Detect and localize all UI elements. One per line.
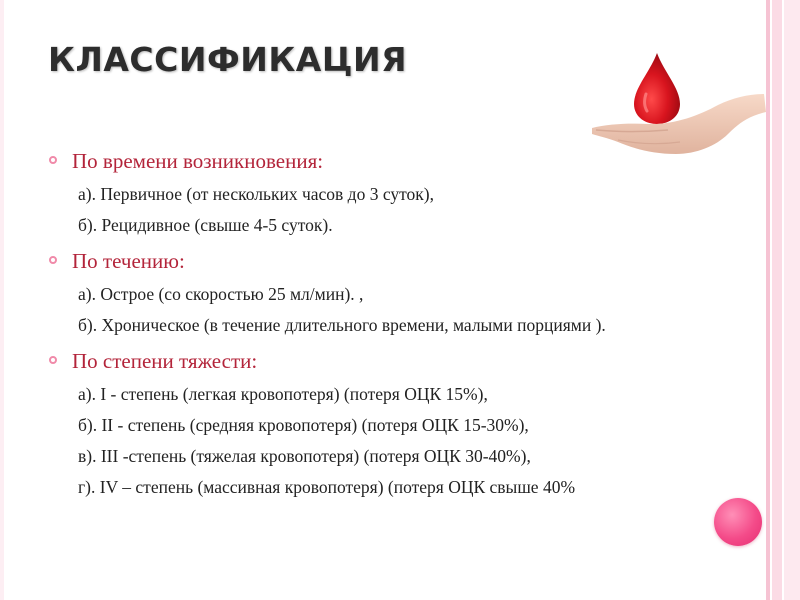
section-heading: По степени тяжести: xyxy=(48,348,728,374)
right-border-decoration xyxy=(766,0,800,600)
section-time xyxy=(48,148,728,236)
content xyxy=(48,148,728,498)
list-item: в). III -степень (тяжелая кровопотеря) (потеря ОЦК 30-40%), xyxy=(78,446,531,466)
list-item: б). Рецидивное (свыше 4-5 суток). xyxy=(78,215,333,235)
bullet-icon xyxy=(49,156,57,164)
list-item: б). Хроническое (в течение длительного времени, малыми порциями ). xyxy=(78,315,606,335)
list-item: а). Острое (со скоростью 25 мл/мин). , xyxy=(78,284,364,304)
section-heading: По времени возникновения: xyxy=(48,148,728,174)
slide-title: КЛАССИФИКАЦИЯ xyxy=(48,40,407,79)
list-item: а). I - степень (легкая кровопотеря) (потеря ОЦК 15%), xyxy=(78,384,488,404)
left-edge-decoration xyxy=(0,0,4,600)
bullet-icon xyxy=(49,256,57,264)
section-severity xyxy=(48,348,728,498)
list-item: г). IV – степень (массивная кровопотеря) (потеря ОЦК свыше 40% xyxy=(78,477,576,497)
section-heading: По течению: xyxy=(48,248,728,274)
list-item: а). Первичное (от нескольких часов до 3 суток), xyxy=(78,184,434,204)
section-course xyxy=(48,248,728,336)
list-item: б). II - степень (средняя кровопотеря) (потеря ОЦК 15-30%), xyxy=(78,415,529,435)
pink-circle-icon xyxy=(714,498,762,546)
bullet-icon xyxy=(49,356,57,364)
